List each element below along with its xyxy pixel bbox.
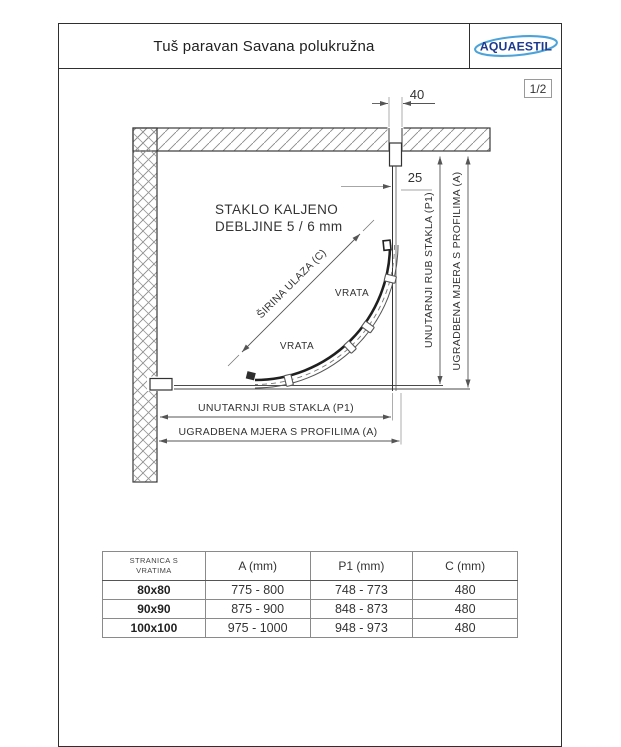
- col-header-a: A (mm): [205, 552, 310, 581]
- table-header-row: [103, 552, 518, 581]
- table-cell: 848 - 873: [310, 600, 413, 619]
- door-handle-top: [383, 240, 391, 250]
- glass-note-line1: STAKLO KALJENO: [215, 202, 339, 217]
- dim-40-value: 40: [409, 87, 425, 102]
- top-wall-profile: [390, 143, 402, 166]
- outer-rail-arc: [255, 245, 398, 388]
- col-header-c: C (mm): [413, 552, 518, 581]
- table-cell: 480: [413, 581, 518, 600]
- dimension-table: [102, 551, 518, 638]
- table-cell: 775 - 800: [205, 581, 310, 600]
- dim-25-value: 25: [407, 170, 423, 185]
- left-wall-crosshatch: [134, 129, 156, 481]
- bottom-wall-profile: [150, 379, 172, 391]
- table-cell: 480: [413, 600, 518, 619]
- top-wall: [133, 128, 490, 151]
- horizontal-install-label: UGRADBENA MJERA S PROFILIMA (A): [178, 426, 378, 438]
- page-title: Tuš paravan Savana polukružna: [153, 37, 375, 55]
- page-number: 1/2: [529, 81, 547, 96]
- table-cell: 480: [413, 619, 518, 638]
- vertical-install-label: UGRADBENA MJERA S PROFILIMA (A): [451, 171, 463, 371]
- track-centerline-arc: [255, 245, 395, 385]
- horizontal-inner-label: UNUTARNJI RUB STAKLA (P1): [198, 402, 354, 414]
- logo-text: AQUAESTIL: [479, 39, 552, 54]
- table-cell: 975 - 1000: [205, 619, 310, 638]
- table-cell: 100x100: [103, 619, 206, 638]
- glass-door-arc: [255, 245, 390, 380]
- glass-note-line2: DEBLJINE 5 / 6 mm: [215, 219, 343, 234]
- table-cell: 748 - 773: [310, 581, 413, 600]
- door-label-upper: VRATA: [334, 288, 370, 299]
- table-cell: 948 - 973: [310, 619, 413, 638]
- table-row: [103, 600, 518, 619]
- table-cell: 875 - 900: [205, 600, 310, 619]
- door-handle-bottom: [246, 371, 256, 380]
- vertical-inner-label: UNUTARNJI RUB STAKLA (P1): [423, 192, 435, 348]
- table-cell: 90x90: [103, 600, 206, 619]
- table-row: [103, 619, 518, 638]
- col-header-side: STRANICA S VRATIMA: [103, 552, 206, 581]
- entry-width-label: ŠIRINA ULAZA (C): [254, 246, 329, 321]
- door-label-lower: VRATA: [279, 341, 315, 352]
- col-header-p1: P1 (mm): [310, 552, 413, 581]
- table-row: [103, 581, 518, 600]
- table-cell: 80x80: [103, 581, 206, 600]
